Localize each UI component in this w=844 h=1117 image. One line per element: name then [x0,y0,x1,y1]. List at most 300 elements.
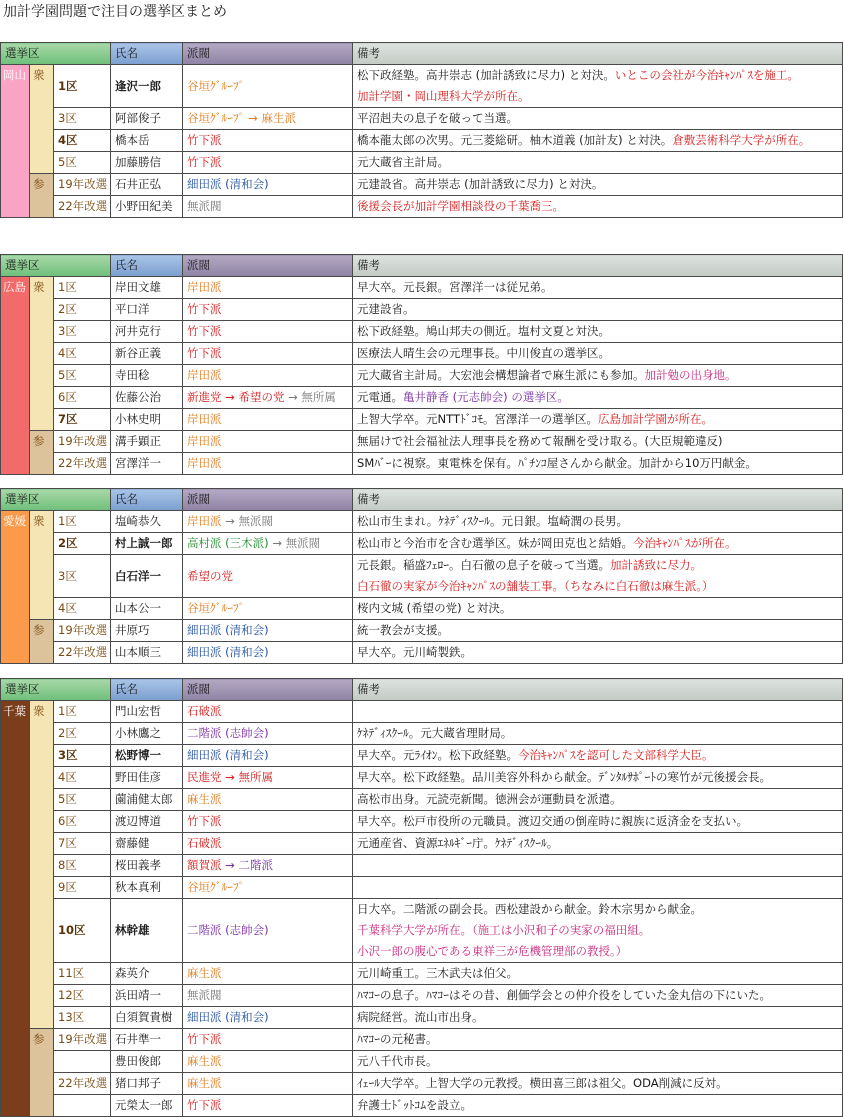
header-row [1,489,843,511]
house-lower-cell: 衆 [30,65,54,174]
faction-cell [183,1073,353,1095]
faction-label: 竹下派 [187,1098,222,1112]
note-text: 元長銀。稲盛ﾌｪﾛｰ。白石徹の息子を破って当選。 [357,558,611,572]
faction-label: → 無派閥 [221,514,273,528]
note-cell [353,767,843,789]
candidate-name: 阿部俊子 [111,108,183,130]
faction-cell [183,789,353,811]
prefecture-cell: 愛媛 [1,511,30,664]
table-row [1,833,843,855]
faction-cell [183,745,353,767]
note-line [357,555,842,576]
note-line [357,920,842,941]
note-cell [353,152,843,174]
note-line [357,431,842,452]
note-text: いとこの会社が今治ｷｬﾝﾊﾟｽを施工。 [614,68,799,82]
district-cell: 8区 [54,855,111,877]
district-cell: 11区 [54,963,111,985]
faction-cell [183,833,353,855]
note-line [357,620,842,641]
note-text: 元大蔵省主計局。 [357,155,450,169]
district-cell: 4区 [54,343,111,365]
note-text: 元建設省。 [357,302,415,316]
note-line [357,130,842,151]
faction-label: 細田派 (清和会) [187,177,269,191]
candidate-name: 猪口邦子 [111,1073,183,1095]
district-cell: 6区 [54,387,111,409]
faction-label: 谷垣ｸﾞﾙｰﾌﾟ [187,111,245,125]
house-lower-cell: 衆 [30,701,54,1029]
note-line [357,1007,842,1028]
note-text: 今治ｷｬﾝﾊﾟｽが所在。 [633,536,737,550]
table-row [1,130,843,152]
district-cell: 22年改選 [54,1073,111,1095]
district-cell: 7区 [54,409,111,431]
note-text: 日大卒。二階派の副会長。西松建設から献金。鈴木宗男から献金。 [357,902,703,916]
note-line [357,899,842,920]
note-text: 広島加計学園が所在。 [597,412,713,426]
note-line [357,642,842,663]
district-cell: 13区 [54,1007,111,1029]
faction-label: 竹下派 [187,324,222,338]
note-line [357,963,842,984]
candidate-name: 豊田俊郎 [111,1051,183,1073]
candidate-name: 平口洋 [111,299,183,321]
note-text: 亀井静香 (元志帥会) の選挙区。 [403,390,569,404]
note-cell [353,1029,843,1051]
district-cell: 19年改選 [54,1029,111,1051]
house-upper-cell: 参 [30,1029,54,1117]
table-row [1,642,843,664]
page-title: 加計学園問題で注目の選挙区まとめ [3,4,227,20]
faction-cell [183,598,353,620]
note-cell [353,174,843,196]
note-line [357,152,842,173]
district-cell: 5区 [54,152,111,174]
candidate-name: 塩崎恭久 [111,511,183,533]
table-row [1,299,843,321]
table-row [1,767,843,789]
candidate-name: 河井克行 [111,321,183,343]
note-line [357,409,842,430]
candidate-name: 小林鷹之 [111,723,183,745]
note-line [357,1095,842,1116]
district-cell: 1区 [54,511,111,533]
district-cell: 1区 [54,65,111,108]
note-line [357,811,842,832]
header-name: 氏名 [111,489,183,511]
note-line [357,299,842,320]
table-row [1,1073,843,1095]
faction-cell [183,723,353,745]
district-cell [54,1051,111,1073]
candidate-name: 村上誠一郎 [111,533,183,555]
table-row [1,1007,843,1029]
note-cell [353,108,843,130]
note-cell [353,321,843,343]
district-table [0,254,843,475]
note-text: 松山市生まれ。ｹﾈﾃﾞｨｽｸｰﾙ。元日銀。塩崎潤の長男。 [357,514,628,528]
note-text: 早大卒。元川崎製鉄。 [357,645,473,659]
note-cell [353,855,843,877]
district-table [0,678,843,1117]
faction-label: 希望の党 [187,568,234,583]
candidate-name: 小野田紀美 [111,196,183,218]
faction-label: 細田派 (清和会) [187,623,269,637]
note-text: 高松市出身。元読売新聞。徳洲会が運動員を派遣。 [357,792,622,806]
candidate-name: 岸田文雄 [111,277,183,299]
candidate-name: 森英介 [111,963,183,985]
faction-cell [183,811,353,833]
note-cell [353,533,843,555]
faction-cell [183,174,353,196]
header-row [1,43,843,65]
note-line [357,321,842,342]
header-name: 氏名 [111,255,183,277]
note-line [357,387,842,408]
faction-label: 岸田派 [187,434,222,448]
candidate-name: 井原巧 [111,620,183,642]
candidate-name: 山本公一 [111,598,183,620]
note-line [357,598,842,619]
faction-label: 二階派 (志帥会) [187,923,269,937]
faction-cell [183,1095,353,1117]
faction-label: 無派閥 [187,988,222,1002]
note-cell [353,1073,843,1095]
note-line [357,576,842,597]
faction-label: 二階派 (志帥会) [187,726,269,740]
district-cell: 19年改選 [54,620,111,642]
candidate-name: 小林史明 [111,409,183,431]
note-text: 白石徹の実家が今治ｷｬﾝﾊﾟｽの舗装工事。（ちなみに白石徹は麻生派。） [357,579,714,593]
faction-label: → 無派閥 [268,536,321,550]
faction-cell [183,365,353,387]
prefecture-cell: 岡山 [1,65,30,218]
note-line [357,108,842,129]
note-cell [353,963,843,985]
note-text: 千葉科学大学が所在。（施工は小沢和子の実家の福田組。 [357,923,651,937]
faction-label: 額賀派 [187,858,222,872]
faction-label: 高村派 (三木派) [187,536,269,550]
note-cell [353,642,843,664]
table-row [1,963,843,985]
district-cell: 2区 [54,723,111,745]
faction-cell [183,387,353,409]
candidate-name: 門山宏哲 [111,701,183,723]
note-text: ｲｪｰﾙ大学卒。上智大学の元教授。横田喜三郎は祖父。ODA削減に反対。 [357,1076,728,1090]
faction-label: 麻生派 [187,792,222,806]
candidate-name: 浜田靖一 [111,985,183,1007]
note-line [357,941,842,962]
note-cell [353,723,843,745]
header-district: 選挙区 [1,679,111,701]
faction-label: 希望の党 [238,390,285,404]
faction-label: 岸田派 [187,412,222,426]
district-cell: 3区 [54,321,111,343]
district-cell: 4区 [54,767,111,789]
faction-label: 二階派 [238,858,273,872]
table-row [1,723,843,745]
candidate-name: 白石洋一 [111,555,183,598]
note-text: ｹﾈﾃﾞｨｽｸｰﾙ。元大蔵省理財局。 [357,726,513,740]
note-cell [353,899,843,963]
faction-label: 新進党 [187,390,222,404]
district-cell: 3区 [54,555,111,598]
note-cell [353,387,843,409]
faction-cell [183,277,353,299]
table-row [1,365,843,387]
faction-label: 麻生派 [261,111,296,125]
faction-label: 竹下派 [187,1032,222,1046]
header-name: 氏名 [111,43,183,65]
faction-label: 竹下派 [187,133,222,147]
faction-cell [183,343,353,365]
faction-label: 谷垣ｸﾞﾙｰﾌﾟ [187,78,245,93]
district-table [0,488,843,664]
header-district: 選挙区 [1,255,111,277]
district-cell: 3区 [54,108,111,130]
district-cell: 7区 [54,833,111,855]
note-line [357,1029,842,1050]
faction-cell [183,620,353,642]
note-cell [353,409,843,431]
note-text: 加計学園・岡山理科大学が所在。 [357,89,530,103]
table-row [1,1029,843,1051]
faction-label: 細田派 (清和会) [187,748,269,762]
header-faction: 派閥 [183,43,353,65]
faction-label: 麻生派 [187,966,222,980]
table-row [1,108,843,130]
note-text: 加計勉の出身地。 [644,368,737,382]
note-cell [353,811,843,833]
candidate-name: 渡辺博道 [111,811,183,833]
note-cell [353,1007,843,1029]
table-row [1,1095,843,1117]
faction-cell [183,196,353,218]
district-cell [54,1095,111,1117]
prefecture-cell: 広島 [1,277,30,475]
note-text: 元電通。 [357,390,404,404]
faction-cell [183,1029,353,1051]
candidate-name: 橋本岳 [111,130,183,152]
note-text: 今治ｷｬﾝﾊﾟｽを認可した文部科学大臣。 [518,748,714,762]
faction-label: 石破派 [187,836,222,850]
house-lower-cell: 衆 [30,511,54,620]
table-row [1,1051,843,1073]
note-cell [353,365,843,387]
faction-cell [183,152,353,174]
note-text: 後援会長が加計学園相談役の千葉喬三。 [357,199,565,213]
note-text: 早大卒。松下政経塾。品川美容外科から献金。ﾃﾞﾝﾀﾙｻﾎﾟｰﾄの寒竹が元後援会長。 [357,770,772,784]
candidate-name: 野田佳彦 [111,767,183,789]
note-text: 上智大学卒。元NTTﾄﾞｺﾓ。宮澤洋一の選挙区。 [357,412,598,426]
note-line [357,723,842,744]
faction-label: 岸田派 [187,368,222,382]
table-row [1,152,843,174]
table-row [1,789,843,811]
note-cell [353,985,843,1007]
header-row [1,679,843,701]
faction-cell [183,409,353,431]
note-text: 無届けで社会福祉法人理事長を務めて報酬を受け取る。(大臣規範違反) [357,434,723,448]
district-cell: 9区 [54,877,111,899]
faction-label: 岸田派 [187,456,222,470]
table-row [1,409,843,431]
note-cell [353,877,843,899]
faction-label: 竹下派 [187,814,222,828]
district-cell: 22年改選 [54,196,111,218]
note-cell [353,555,843,598]
note-line [357,174,842,195]
note-text: 加計誘致に尽力。 [610,558,703,572]
table-row [1,453,843,475]
district-cell: 22年改選 [54,453,111,475]
header-name: 氏名 [111,679,183,701]
table-row [1,533,843,555]
candidate-name: 薗浦健太郎 [111,789,183,811]
district-cell: 4区 [54,598,111,620]
faction-label: 谷垣ｸﾞﾙｰﾌﾟ [187,601,245,615]
note-text: 平沼赳夫の息子を破って当選。 [357,111,519,125]
note-line [357,86,842,107]
note-line [357,1051,842,1072]
note-cell [353,789,843,811]
district-cell: 4区 [54,130,111,152]
district-cell: 2区 [54,299,111,321]
faction-label: 麻生派 [187,1054,222,1068]
note-text: 早大卒。元長銀。宮澤洋一は従兄弟。 [357,280,553,294]
note-text: 松下政経塾。鳩山邦夫の側近。塩村文夏と対決。 [357,324,611,338]
note-text: 橋本龍太郎の次男。元三菱総研。柚木道義 (加計友) と対決。 [357,133,673,147]
note-cell [353,1051,843,1073]
note-text: 元大蔵省主計局。大宏池会構想論者で麻生派にも参加。 [357,368,645,382]
candidate-name: 桜田義孝 [111,855,183,877]
candidate-name: 新谷正義 [111,343,183,365]
note-line [357,453,842,474]
note-text: 病院経営。流山市出身。 [357,1010,484,1024]
candidate-name: 加藤勝信 [111,152,183,174]
note-text: 早大卒。松戸市役所の元職員。渡辺交通の倒産時に親族に返済金を支払い。 [357,814,749,828]
note-line [357,65,842,86]
faction-cell [183,555,353,598]
note-cell [353,277,843,299]
header-row [1,255,843,277]
note-cell [353,620,843,642]
faction-cell [183,431,353,453]
faction-label: → 無所属 [284,390,336,404]
faction-cell [183,877,353,899]
faction-label: 谷垣ｸﾞﾙｰﾌﾟ [187,880,245,894]
note-line [357,833,842,854]
table-row [1,745,843,767]
district-table [0,42,843,218]
faction-cell [183,701,353,723]
candidate-name: 寺田稔 [111,365,183,387]
candidate-name: 山本順三 [111,642,183,664]
faction-label: 竹下派 [187,302,222,316]
candidate-name: 元榮太一郎 [111,1095,183,1117]
district-cell: 3区 [54,745,111,767]
faction-label: → [244,111,262,125]
note-cell [353,343,843,365]
faction-label: 細田派 (清和会) [187,1010,269,1024]
faction-label: 石破派 [187,704,222,718]
faction-label: → [221,390,239,404]
faction-label: 麻生派 [187,1076,222,1090]
header-faction: 派閥 [183,489,353,511]
note-cell [353,196,843,218]
house-lower-cell: 衆 [30,277,54,431]
house-upper-cell: 参 [30,174,54,218]
note-cell [353,299,843,321]
district-cell: 6区 [54,811,111,833]
faction-cell [183,985,353,1007]
header-district: 選挙区 [1,43,111,65]
district-cell: 5区 [54,789,111,811]
header-faction: 派閥 [183,255,353,277]
faction-label: 岸田派 [187,514,222,528]
district-cell: 1区 [54,701,111,723]
note-text: SMﾊﾞｰに視察。東電株を保有。ﾊﾟﾁﾝｺ屋さんから献金。加計から10万円献金。 [357,456,757,470]
note-cell [353,453,843,475]
faction-label: 細田派 (清和会) [187,645,269,659]
district-cell: 10区 [54,899,111,963]
note-text: 小沢一郎の腹心である東祥三が危機管理部の教授。） [357,944,628,958]
header-faction: 派閥 [183,679,353,701]
faction-cell [183,453,353,475]
faction-cell [183,642,353,664]
note-cell [353,745,843,767]
table-row [1,431,843,453]
district-cell: 22年改選 [54,642,111,664]
faction-cell [183,855,353,877]
faction-cell [183,299,353,321]
faction-cell [183,130,353,152]
note-text: 松山市と今治市を含む選挙区。妹が岡田克也と結婚。 [357,536,634,550]
prefecture-cell: 千葉 [1,701,30,1117]
district-cell: 1区 [54,277,111,299]
note-text: 医療法人晴生会の元理事長。中川俊直の選挙区。 [357,346,611,360]
candidate-name: 宮澤洋一 [111,453,183,475]
note-text: ﾊﾏｺｰの息子。ﾊﾏｺｰはその昔、創価学会との仲介役をしていた金丸信の下にいた。 [357,988,772,1002]
note-line [357,789,842,810]
candidate-name: 松野博一 [111,745,183,767]
table-row [1,811,843,833]
note-cell [353,598,843,620]
note-text: 桜内文城 (希望の党) と対決。 [357,601,512,615]
faction-label: 無所属 [238,770,273,784]
faction-label: 竹下派 [187,155,222,169]
note-cell [353,701,843,723]
faction-label: → [221,770,239,784]
header-note: 備考 [353,489,843,511]
note-cell [353,833,843,855]
note-text: 元建設省。高井崇志 (加計誘致に尽力) と対決。 [357,177,604,191]
faction-cell [183,321,353,343]
faction-label: 岸田派 [187,280,222,294]
table-row [1,855,843,877]
note-text: 松下政経塾。高井崇志 (加計誘致に尽力) と対決。 [357,68,615,82]
note-text: 元通産省、資源ｴﾈﾙｷﾞｰ庁。ｹﾈﾃﾞｨｽｸｰﾙ。 [357,836,559,850]
note-line [357,511,842,532]
table-row [1,511,843,533]
candidate-name: 石井準一 [111,1029,183,1051]
house-upper-cell: 参 [30,431,54,475]
note-text: 早大卒。元ﾗｲｵﾝ。松下政経塾。 [357,748,519,762]
house-upper-cell: 参 [30,620,54,664]
header-note: 備考 [353,43,843,65]
candidate-name: 逢沢一郎 [111,65,183,108]
